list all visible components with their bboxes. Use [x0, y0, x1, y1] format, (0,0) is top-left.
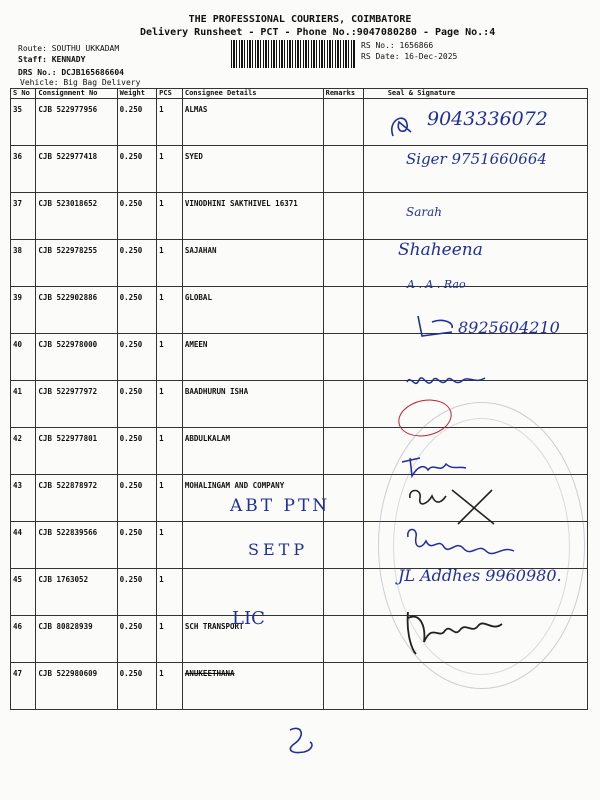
cell-details: VINODHINI SAKTHIVEL 16371 — [182, 193, 323, 240]
cell-details: SYED — [182, 146, 323, 193]
cell-details: BAADHURUN ISHA — [182, 381, 323, 428]
cell-remarks — [323, 146, 363, 193]
cell-weight: 0.250 — [117, 240, 157, 287]
cell-remarks — [323, 569, 363, 616]
signature-35: 9043336072 — [427, 108, 548, 130]
cell-signature — [363, 193, 587, 240]
rs-number: RS No.: 1656866 — [361, 41, 434, 50]
drs-label: DRS No.: DCJB165686604 — [18, 68, 124, 77]
cell-remarks — [323, 334, 363, 381]
cell-remarks — [323, 381, 363, 428]
runsheet-title: Delivery Runsheet - PCT - Phone No.:9047080280 - Page No.:4 — [140, 27, 496, 38]
table-row — [11, 240, 588, 287]
company-title: THE PROFESSIONAL COURIERS, COIMBATORE — [188, 14, 412, 25]
cell-pcs: 1 — [157, 193, 183, 240]
bottom-signature — [280, 722, 320, 758]
cell-consignment: CJB 522977956 — [36, 99, 117, 146]
col-details: Consignee Details — [182, 89, 323, 99]
cell-consignment: CJB 80828939 — [36, 616, 117, 663]
cell-remarks — [323, 193, 363, 240]
handwritten-note-47: LIC — [232, 608, 265, 629]
cell-consignment: CJB 522977801 — [36, 428, 117, 475]
cell-sno: 45 — [11, 569, 36, 616]
cell-pcs: 1 — [157, 146, 183, 193]
cell-pcs: 1 — [157, 475, 183, 522]
cell-sno: 36 — [11, 146, 36, 193]
cell-sno: 41 — [11, 381, 36, 428]
cell-sno: 42 — [11, 428, 36, 475]
cell-weight: 0.250 — [117, 193, 157, 240]
handwritten-note-44: ABT PTN — [230, 496, 331, 516]
cell-sno: 44 — [11, 522, 36, 569]
signature-43 — [400, 452, 470, 478]
cell-details: SCH TRANSPORT — [182, 616, 323, 663]
cell-weight: 0.250 — [117, 381, 157, 428]
cell-sno: 35 — [11, 99, 36, 146]
cell-consignment: CJB 522977418 — [36, 146, 117, 193]
table-row — [11, 193, 588, 240]
signature-37: Sarah — [406, 205, 442, 219]
cell-pcs: 1 — [157, 287, 183, 334]
cell-weight: 0.250 — [117, 287, 157, 334]
signature-39: A . A . Rao — [407, 278, 466, 291]
col-weight: Weight — [117, 89, 157, 99]
cell-sno: 39 — [11, 287, 36, 334]
cell-weight: 0.250 — [117, 99, 157, 146]
cell-pcs: 1 — [157, 569, 183, 616]
signature-46: JL Addhes 9960980. — [398, 566, 562, 585]
cell-remarks — [323, 522, 363, 569]
signature-47 — [402, 604, 522, 660]
cell-pcs: 1 — [157, 240, 183, 287]
cell-pcs: 1 — [157, 381, 183, 428]
cell-remarks — [323, 428, 363, 475]
cell-consignment: CJB 523018652 — [36, 193, 117, 240]
cell-consignment: CJB 522902886 — [36, 287, 117, 334]
signature-36: Siger 9751660664 — [406, 150, 547, 168]
col-signature: Seal & Signature — [363, 89, 587, 99]
cell-pcs: 1 — [157, 428, 183, 475]
cell-pcs: 1 — [157, 663, 183, 710]
table-header-row — [11, 89, 588, 99]
cell-weight: 0.250 — [117, 428, 157, 475]
cell-remarks — [323, 287, 363, 334]
cell-remarks — [323, 240, 363, 287]
cell-remarks — [323, 663, 363, 710]
table-row — [11, 334, 588, 381]
cell-consignment: CJB 522839566 — [36, 522, 117, 569]
cell-pcs: 1 — [157, 334, 183, 381]
barcode — [231, 40, 355, 68]
rs-date: RS Date: 16-Dec-2025 — [361, 52, 458, 61]
col-sno: S No — [11, 89, 36, 99]
cell-sno: 37 — [11, 193, 36, 240]
signature-40: 8925604210 — [458, 318, 560, 337]
cell-consignment: CJB 522977972 — [36, 381, 117, 428]
cell-sno: 40 — [11, 334, 36, 381]
cell-details: MOHALINGAM AND COMPANY — [182, 475, 323, 522]
cell-details: GLOBAL — [182, 287, 323, 334]
cell-weight: 0.250 — [117, 475, 157, 522]
col-consignment: Consignment No — [36, 89, 117, 99]
col-remarks: Remarks — [323, 89, 363, 99]
cell-details: ANUKEETHANA — [182, 663, 323, 710]
cell-details: ALMAS — [182, 99, 323, 146]
staff-label: Staff: KENNADY — [18, 55, 86, 64]
handwritten-note-45: SETP — [248, 540, 309, 559]
cell-sno: 47 — [11, 663, 36, 710]
signature-44 — [406, 484, 501, 529]
cell-consignment: CJB 522878972 — [36, 475, 117, 522]
cell-weight: 0.250 — [117, 569, 157, 616]
signature-38: Shaheena — [398, 240, 483, 260]
route-label: Route: SOUTHU UKKADAM — [18, 44, 120, 53]
vehicle-label: Vehicle: Big Bag Delivery — [20, 78, 141, 87]
signature-scribble-40 — [412, 312, 462, 342]
cell-details: ABDULKALAM — [182, 428, 323, 475]
cell-pcs: 1 — [157, 99, 183, 146]
cell-sno: 46 — [11, 616, 36, 663]
cell-weight: 0.250 — [117, 334, 157, 381]
cell-consignment: CJB 522980609 — [36, 663, 117, 710]
cell-pcs: 1 — [157, 616, 183, 663]
cell-weight: 0.250 — [117, 146, 157, 193]
signature-scribble-35 — [385, 110, 415, 140]
cell-consignment: CJB 522978000 — [36, 334, 117, 381]
cell-consignment: CJB 522978255 — [36, 240, 117, 287]
cell-remarks — [323, 99, 363, 146]
signature-45 — [404, 525, 519, 565]
cell-sno: 43 — [11, 475, 36, 522]
cell-remarks — [323, 616, 363, 663]
cell-weight: 0.250 — [117, 616, 157, 663]
col-pcs: PCS — [157, 89, 183, 99]
cell-details: AMEEN — [182, 334, 323, 381]
cell-weight: 0.250 — [117, 663, 157, 710]
signature-41 — [405, 372, 495, 394]
cell-details: SAJAHAN — [182, 240, 323, 287]
cell-sno: 38 — [11, 240, 36, 287]
cell-consignment: CJB 1763052 — [36, 569, 117, 616]
cell-weight: 0.250 — [117, 522, 157, 569]
cell-pcs: 1 — [157, 522, 183, 569]
